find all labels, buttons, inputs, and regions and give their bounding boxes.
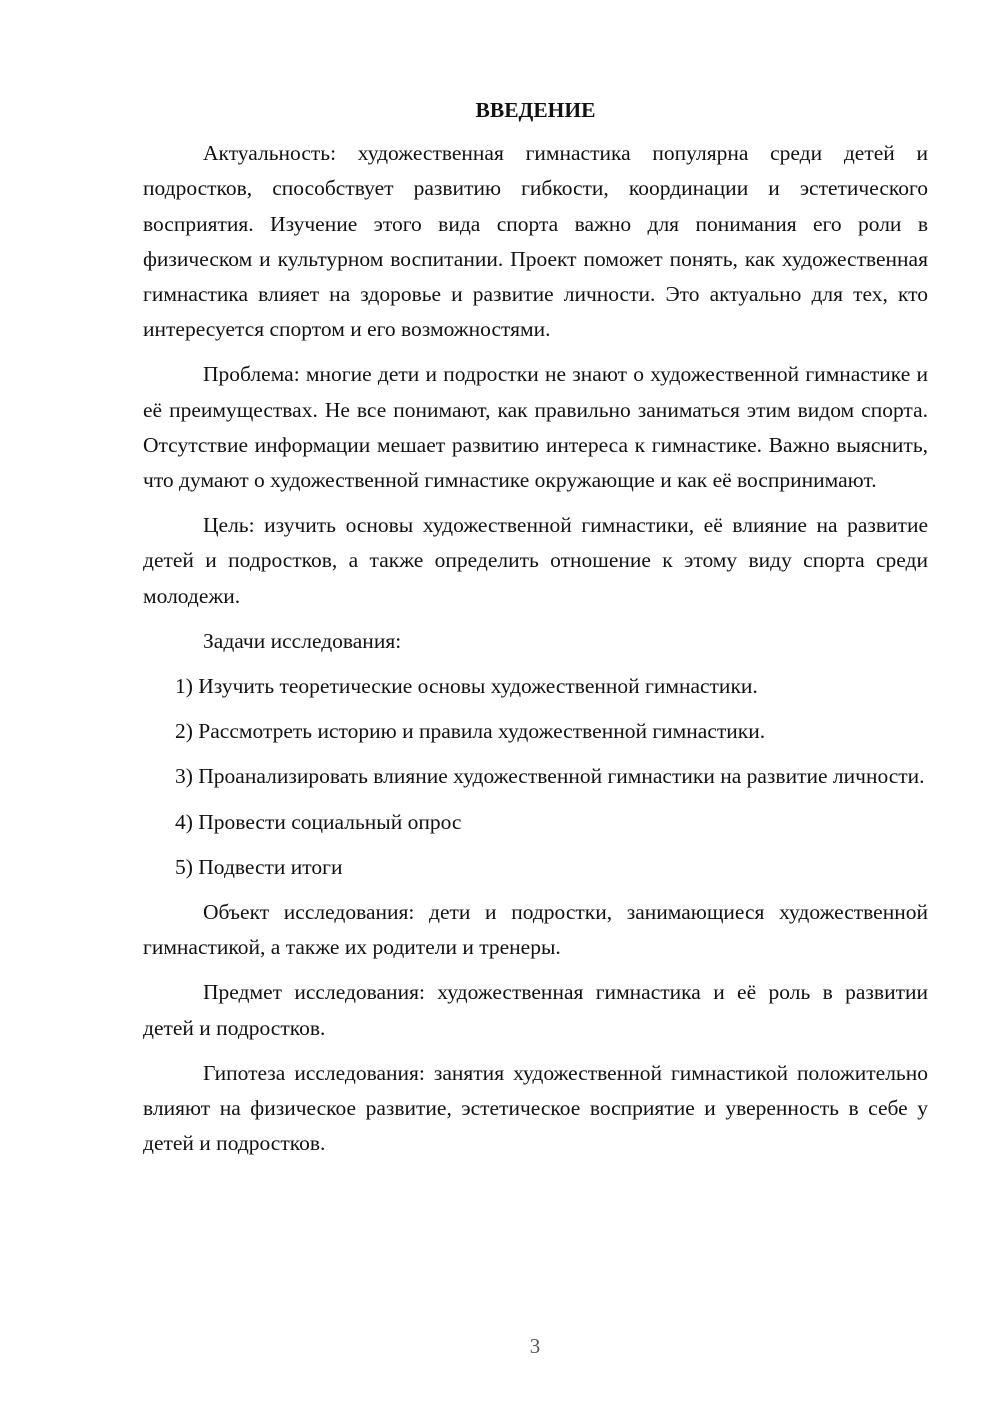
list-item: 2) Рассмотреть историю и правила художественной гимнастики.	[175, 719, 766, 744]
page-title: ВВЕДЕНИЕ	[475, 98, 596, 122]
paragraph-subject: Предмет исследования: художественная гимнастика и её роль в развитии детей и подростков.	[143, 980, 928, 1040]
list-item: 4) Провести социальный опрос	[175, 809, 462, 834]
tasks-list	[143, 669, 928, 885]
paragraph-goal: Цель: изучить основы художественной гимнастики, её влияние на развитие детей и подростков, а также определить отношение к этому виду спорта среди молодежи.	[143, 513, 928, 608]
paragraph-problem: Проблема: многие дети и подростки не знают о художественной гимнастике и её преимуществах. Не все понимают, как правильно заниматься этим видом спорта. Отсутствие информации мешает развитию интереса к гимнастике. Важно выяснить, что думают о художественной гимнастике окружающие и как её воспринимают.	[143, 362, 928, 493]
paragraph-object: Объект исследования: дети и подростки, занимающиеся художественной гимнастикой, а также их родители и тренеры.	[143, 900, 928, 960]
list-item: 3) Проанализировать влияние художественной гимнастики на развитие личности.	[175, 764, 925, 789]
page-number: 3	[529, 1334, 541, 1358]
paragraph-relevance: Актуальность: художественная гимнастика популярна среди детей и подростков, способствует развитию гибкости, координации и эстетического восприятия. Изучение этого вида спорта важно для понимания его роли в физическом и культурном воспитании. Проект поможет понять, как художественная гимнастика влияет на здоровье и развитие личности. Это актуально для тех, кто интересуется спортом и его возможностями.	[143, 141, 928, 342]
paragraph-hypothesis: Гипотеза исследования: занятия художественной гимнастикой положительно влияют на физическое развитие, эстетическое восприятие и уверенность в себе у детей и подростков.	[143, 1060, 928, 1156]
tasks-heading: Задачи исследования:	[203, 628, 402, 653]
list-item: 1) Изучить теоретические основы художественной гимнастики.	[175, 674, 758, 699]
list-item: 5) Подвести итоги	[175, 854, 343, 879]
document-page	[143, 93, 928, 1171]
